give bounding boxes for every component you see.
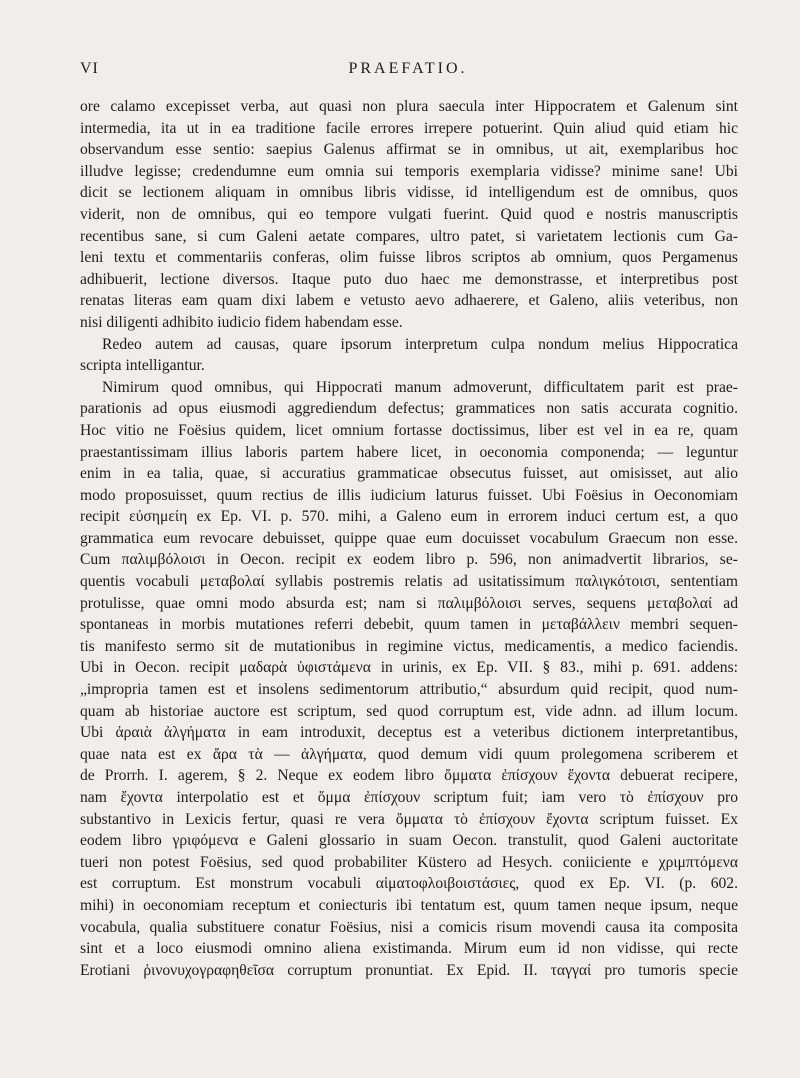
text-line: „impropria tamen est et insolens sedimentorum attributio,“ absurdum quid recipit, quod num- xyxy=(80,681,738,699)
text-line: quam ab historiae auctore est scriptum, sed quod corruptum est, vide adnn. ad illum locum. xyxy=(80,702,738,720)
text-line: protulisse, quae omni modo absurda est; nam si παλιμβόλοισι serves, sequens μεταβολαί ad xyxy=(80,594,738,612)
text-line: quentis vocabuli μεταβολαί syllabis postremis relatis ad usitatissimum παλιγκότοισι, sententiam xyxy=(80,573,738,591)
text-line: renatas literas eam quam dixi labem e vetusto aevo adhaerere, et Galeno, aliis veteribus, non xyxy=(80,292,738,310)
text-line: Hoc vitio ne Foësius quidem, licet omnium fortasse doctissimus, liber est vel in ea re, quam xyxy=(80,421,738,439)
text-line: sint et a loco eiusmodi omnino aliena existimanda. Mirum eum id non vidisse, qui recte xyxy=(80,940,738,958)
text-line: Redeo autem ad causas, quare ipsorum interpretum culpa nondum melius Hippocratica xyxy=(102,335,738,353)
body-text xyxy=(80,96,738,981)
text-line: observandum esse sentio: saepius Galenus affirmat se in omnibus, ut ait, exemplaribus hoc xyxy=(80,141,738,159)
text-line: recentibus sane, si cum Galeni aetate compares, ultro patet, si varietatem lectionis cum Ga- xyxy=(80,227,738,245)
text-line: Nimirum quod omnibus, qui Hippocrati manum admoverunt, difficultatem parit est prae- xyxy=(102,378,738,396)
text-line: nisi diligenti adhibito iudicio fidem habendam esse. xyxy=(80,313,403,331)
text-line: adhibuerit, lectione diversos. Itaque puto duo haec me demonstrasse, et interpretibus post xyxy=(80,270,738,288)
text-line: praestantissimam illius laboris partem habere licet, in oeconomia componenda; — leguntur xyxy=(80,443,738,461)
text-line: tueri non potest Foësius, sed quod probabiliter Küstero ad Hesych. coniiciente e χριμπτόμενα xyxy=(80,853,738,871)
text-line: intermedia, ita ut in ea traditione facile errores irrepere potuerint. Quin aliud quid etiam hic xyxy=(80,119,738,137)
text-line: est corruptum. Est monstrum vocabuli αἱματοφλοιβοιστάσιες, quod ex Ep. VI. (p. 602. xyxy=(80,875,738,893)
page-header xyxy=(80,60,736,84)
text-line: dicit se lectionem aliquam in omnibus libris vidisse, id intelligendum est de omnibus, quos xyxy=(80,184,738,202)
page-number: VI xyxy=(80,60,99,77)
text-line: quae nata est ex ἄρα τὰ — ἀλγήματα, quod demum vidi quum prolegomena scriberem et xyxy=(80,745,738,763)
text-line: recipit εὐσημείη ex Ep. VI. p. 570. mihi, a Galeno eum in errorem induci certum est, a quo xyxy=(80,508,738,526)
text-line: scripta intelligantur. xyxy=(80,357,205,375)
text-line: vocabula, qualia substituere conatur Foësius, nisi a comicis risum movendi causa ita composita xyxy=(80,918,738,936)
text-line: Ubi ἀραιὰ ἀλγήματα in eam introduxit, deceptus est a veteribus dictionem interpretantibus, xyxy=(80,724,738,742)
text-line: Erotiani ῥινονυχογραφηθεῖσα corruptum pronuntiat. Ex Epid. II. ταγγαί pro tumoris specie xyxy=(80,961,738,979)
running-title: PRAEFATIO. xyxy=(348,60,468,77)
text-line: Ubi in Oecon. recipit μαδαρὰ ὑφιστάμενα in urinis, ex Ep. VII. § 83., mihi p. 691. addens: xyxy=(80,659,738,677)
text-line: spontaneas in morbis mutationes referri debebit, quum tamen in μεταβάλλειν membri sequen- xyxy=(80,616,738,634)
text-line: illudve legisse; credendumne eum omnia sui temporis exemplaria vidisse? minime sane! Ubi xyxy=(80,162,738,180)
text-line: Cum παλιμβόλοισι in Oecon. recipit ex eodem libro p. 596, non animadvertit librarios, se- xyxy=(80,551,738,569)
text-line: leni textu et commentariis conferas, olim fuisse libros scriptos ab omnium, quos Pergamenus xyxy=(80,249,738,267)
text-line: modo proposuisset, quum rectius de illis iudicium laturus fuisset. Ubi Foësius in Oeconomiam xyxy=(80,486,738,504)
text-line: eodem libro γριφόμενα e Galeni glossario in suam Oecon. transtulit, quod Galeni auctoritate xyxy=(80,832,738,850)
text-line: substantivo in Lexicis fertur, quasi re vera ὄμματα τὸ ἐπίσχουν ἔχοντα scriptum fuisset. Ex xyxy=(80,810,738,828)
text-line: viderit, non de omnibus, qui eo tempore vulgati fuerint. Quid quod e nostris manuscriptis xyxy=(80,205,738,223)
text-line: enim in ea talia, quae, si accuratius grammaticae obsecutus fuisset, aut omisisset, aut alio xyxy=(80,465,738,483)
text-line: de Prorrh. I. agerem, § 2. Neque ex eodem libro ὄμματα ἐπίσχουν ἔχοντα debuerat recipere, xyxy=(80,767,738,785)
text-line: tis manifesto sermo sit de mutationibus in regimine victus, medicamentis, a medico faciendis. xyxy=(80,637,738,655)
text-line: parationis ad opus eiusmodi aggrediendum defectus; grammatices non satis accurata cognitio. xyxy=(80,400,738,418)
text-line: grammatica eum revocare debuisset, quippe quae eum docuisset vocabulum Graecum non esse. xyxy=(80,529,738,547)
text-line: ore calamo excepisset verba, aut quasi non plura saecula inter Hippocratem et Galenum sint xyxy=(80,98,738,115)
text-line: nam ἔχοντα interpolatio est et ὄμμα ἐπίσχουν scriptum fuit; iam vero τὸ ἐπίσχουν pro xyxy=(80,789,738,806)
text-line: mihi) in oeconomiam receptum et coniecturis ibi tentatum est, quum tamen neque ipsum, neque xyxy=(80,896,738,914)
